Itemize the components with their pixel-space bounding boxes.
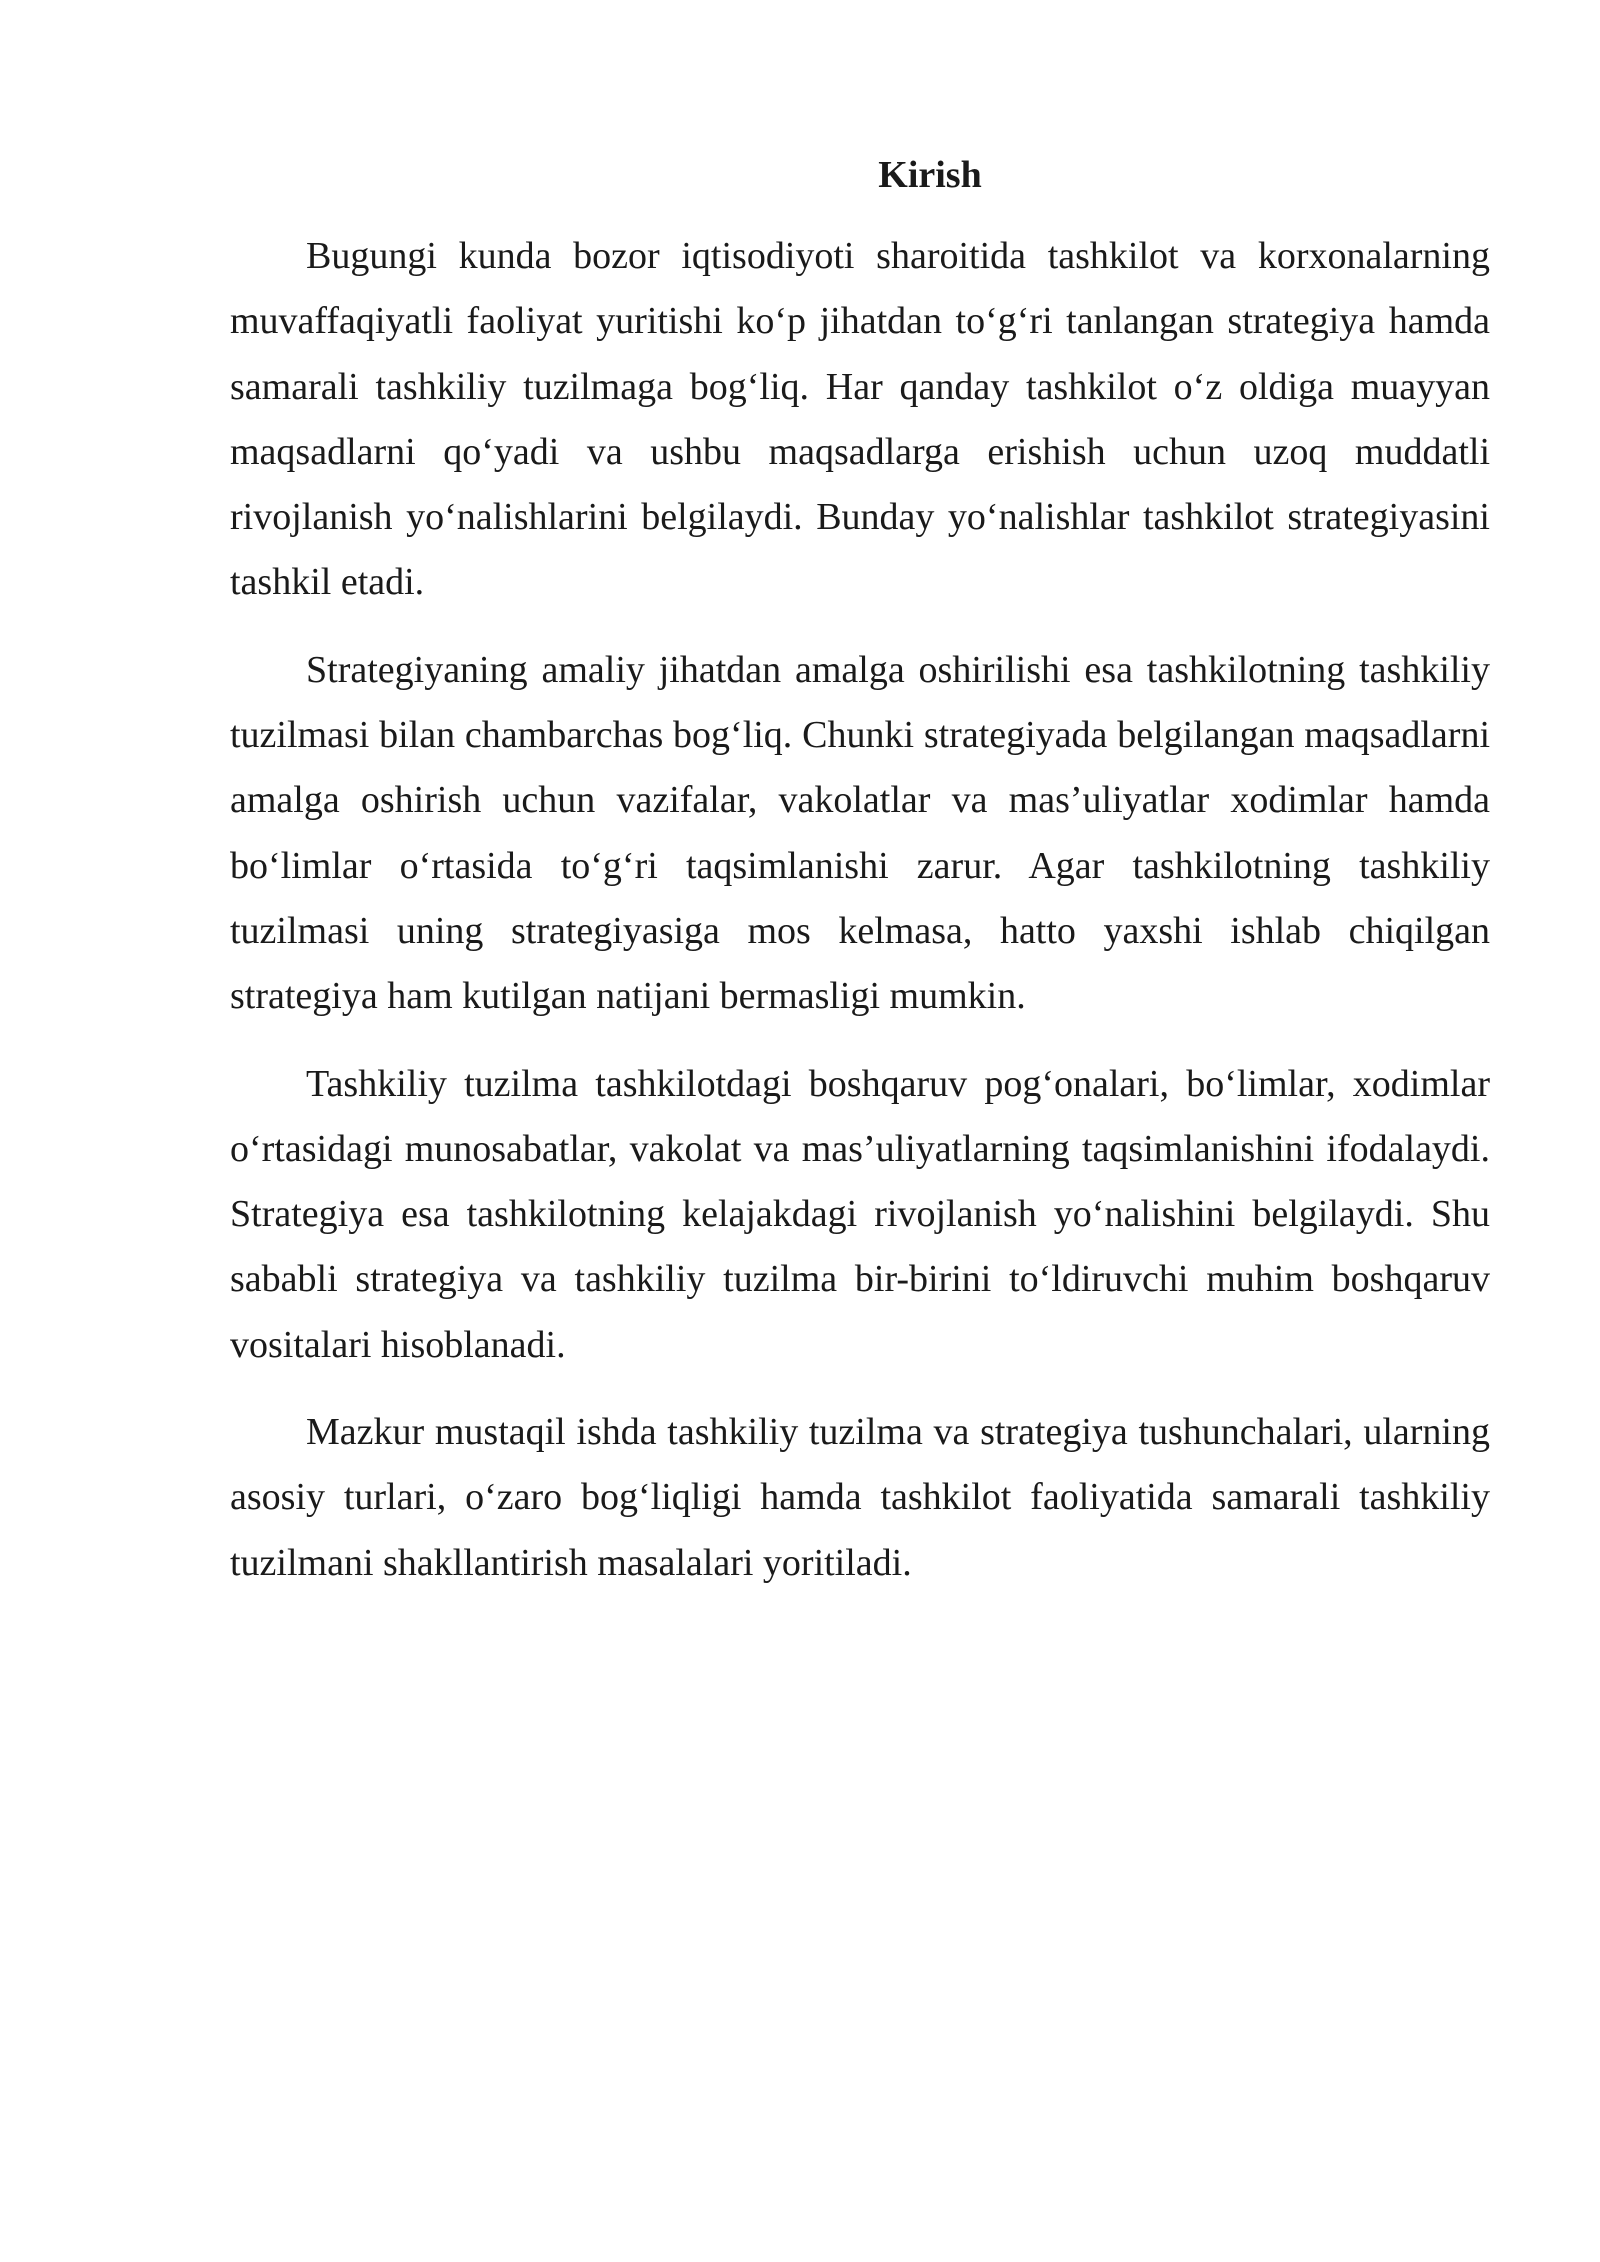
paragraph-3: Tashkiliy tuzilma tashkilotdagi boshqaruv pog‘onalari, bo‘limlar, xodimlar o‘rtasidagi munosabatlar, vakolat va mas’uliyatlarning taqsimlanishini ifodalaydi. Strategiya esa tashkilotning kelajakdagi rivojlanish yo‘nalishini belgilaydi. Shu sababli strategiya va tashkiliy tuzilma bir-birini to‘ldiruvchi muhim boshqaruv vositalari hisoblanadi. <box>230 1062 1490 1366</box>
section-title: Kirish <box>878 154 982 196</box>
paragraph-2: Strategiyaning amaliy jihatdan amalga oshirilishi esa tashkilotning tashkiliy tuzilmasi bilan chambarchas bog‘liq. Chunki strategiyada belgilangan maqsadlarni amalga oshirish uchun vazifalar, vakolatlar va mas’uliyatlar xodimlar hamda bo‘limlar o‘rtasida to‘g‘ri taqsimlanishi zarur. Agar tashkilotning tashkiliy tuzilmasi uning strategiyasiga mos kelmasa, hatto yaxshi ishlab chiqilgan strategiya ham kutilgan natijani bermasligi mumkin. <box>230 648 1490 1018</box>
document-body <box>230 148 1490 1618</box>
paragraph-1: Bugungi kunda bozor iqtisodiyoti sharoitida tashkilot va korxonalarning muvaffaqiyatli faoliyat yuritishi ko‘p jihatdan to‘g‘ri tanlangan strategiya hamda samarali tashkiliy tuzilmaga bog‘liq. Har qanday tashkilot o‘z oldiga muayyan maqsadlarni qo‘yadi va ushbu maqsadlarga erishish uchun uzoq muddatli rivojlanish yo‘nalishlarini belgilaydi. Bunday yo‘nalishlar tashkilot strategiyasini tashkil etadi. <box>230 235 1490 604</box>
paragraph-4: Mazkur mustaqil ishda tashkiliy tuzilma va strategiya tushunchalari, ularning asosiy turlari, o‘zaro bog‘liqligi hamda tashkilot faoliyatida samarali tashkiliy tuzilmani shakllantirish masalalari yoritiladi. <box>230 1411 1490 1584</box>
